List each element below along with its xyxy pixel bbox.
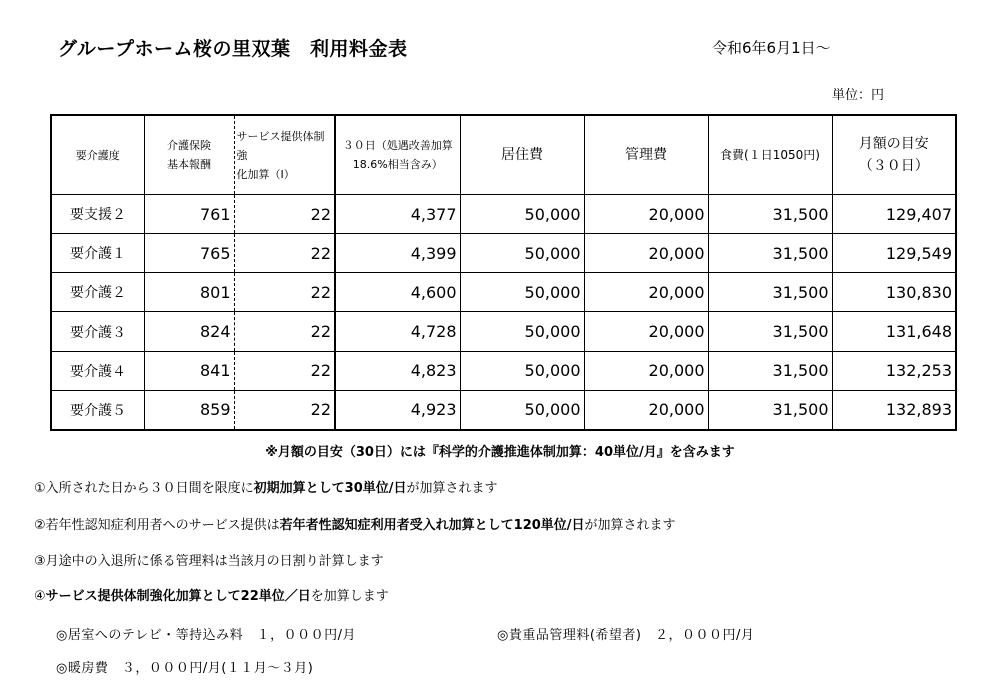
cell-service: 22	[234, 390, 335, 430]
cell-service: 22	[234, 351, 335, 390]
cell-meal: 31,500	[708, 273, 832, 312]
cell-service: 22	[234, 234, 335, 273]
cell-base: 765	[144, 234, 234, 273]
cell-base: 761	[144, 195, 234, 234]
cell-thirty: 4,823	[335, 351, 460, 390]
cell-monthly: 131,648	[832, 312, 956, 351]
cell-management: 20,000	[584, 273, 708, 312]
cell-management: 20,000	[584, 195, 708, 234]
cell-level: 要介護２	[51, 273, 144, 312]
cell-monthly: 129,549	[832, 234, 956, 273]
cell-management: 20,000	[584, 234, 708, 273]
header-meal: 食費(１日1050円)	[708, 115, 832, 195]
note-item-2: ②若年性認知症利用者へのサービス提供は若年者性認知症利用者受入れ加算として120単位/日が加算されます	[34, 518, 676, 533]
cell-base: 824	[144, 312, 234, 351]
effective-date: 令和6年6月1日～	[712, 39, 831, 57]
cell-monthly: 129,407	[832, 195, 956, 234]
fee-table	[50, 114, 957, 431]
cell-rent: 50,000	[460, 195, 584, 234]
extra-fee-heating: ◎暖房費 ３，０００円/月(１１月～３月)	[56, 661, 314, 676]
cell-meal: 31,500	[708, 312, 832, 351]
header-monthly: 月額の目安 （３０日）	[832, 115, 956, 195]
cell-level: 要介護１	[51, 234, 144, 273]
table-row	[51, 273, 956, 312]
header-service-addition: サービス提供体制強 化加算（Ⅰ）	[234, 115, 335, 195]
note-item-4: ④サービス提供体制強化加算として22単位／日を加算します	[34, 589, 389, 604]
cell-monthly: 132,253	[832, 351, 956, 390]
cell-level: 要介護５	[51, 390, 144, 430]
cell-level: 要介護３	[51, 312, 144, 351]
cell-meal: 31,500	[708, 195, 832, 234]
table-header-row	[51, 115, 956, 195]
cell-rent: 50,000	[460, 351, 584, 390]
header-base-fee: 介護保険 基本報酬	[144, 115, 234, 195]
cell-meal: 31,500	[708, 351, 832, 390]
note-item-1: ①入所された日から３０日間を限度に初期加算として30単位/日が加算されます	[34, 481, 498, 496]
table-row	[51, 234, 956, 273]
cell-rent: 50,000	[460, 390, 584, 430]
header-rent: 居住費	[460, 115, 584, 195]
cell-management: 20,000	[584, 351, 708, 390]
cell-rent: 50,000	[460, 273, 584, 312]
cell-service: 22	[234, 312, 335, 351]
cell-base: 841	[144, 351, 234, 390]
cell-thirty: 4,600	[335, 273, 460, 312]
cell-level: 要支援２	[51, 195, 144, 234]
table-row	[51, 195, 956, 234]
cell-monthly: 130,830	[832, 273, 956, 312]
extra-fee-valuables: ◎貴重品管理料(希望者) ２，０００円/月	[497, 628, 755, 643]
cell-thirty: 4,923	[335, 390, 460, 430]
header-management: 管理費	[584, 115, 708, 195]
extra-fee-tv: ◎居室へのテレビ・等持込み料 １，０００円/月	[56, 628, 356, 643]
cell-meal: 31,500	[708, 234, 832, 273]
table-row	[51, 351, 956, 390]
page-title: グループホーム桜の里双葉 利用料金表	[58, 38, 408, 60]
header-care-level: 要介護度	[51, 115, 144, 195]
note-item-3: ③月途中の入退所に係る管理料は当該月の日割り計算します	[34, 554, 384, 569]
cell-thirty: 4,399	[335, 234, 460, 273]
cell-service: 22	[234, 195, 335, 234]
cell-management: 20,000	[584, 312, 708, 351]
cell-rent: 50,000	[460, 312, 584, 351]
table-row	[51, 390, 956, 430]
cell-management: 20,000	[584, 390, 708, 430]
cell-base: 801	[144, 273, 234, 312]
monthly-note: ※月額の目安（30日）には『科学的介護推進体制加算：40単位/月』を含みます	[265, 445, 735, 460]
table-row	[51, 312, 956, 351]
cell-level: 要介護４	[51, 351, 144, 390]
unit-label: 単位：円	[832, 88, 885, 103]
header-30day: ３０日（処遇改善加算 18.6%相当含み）	[335, 115, 460, 195]
cell-monthly: 132,893	[832, 390, 956, 430]
cell-thirty: 4,377	[335, 195, 460, 234]
cell-meal: 31,500	[708, 390, 832, 430]
cell-base: 859	[144, 390, 234, 430]
cell-thirty: 4,728	[335, 312, 460, 351]
cell-rent: 50,000	[460, 234, 584, 273]
cell-service: 22	[234, 273, 335, 312]
